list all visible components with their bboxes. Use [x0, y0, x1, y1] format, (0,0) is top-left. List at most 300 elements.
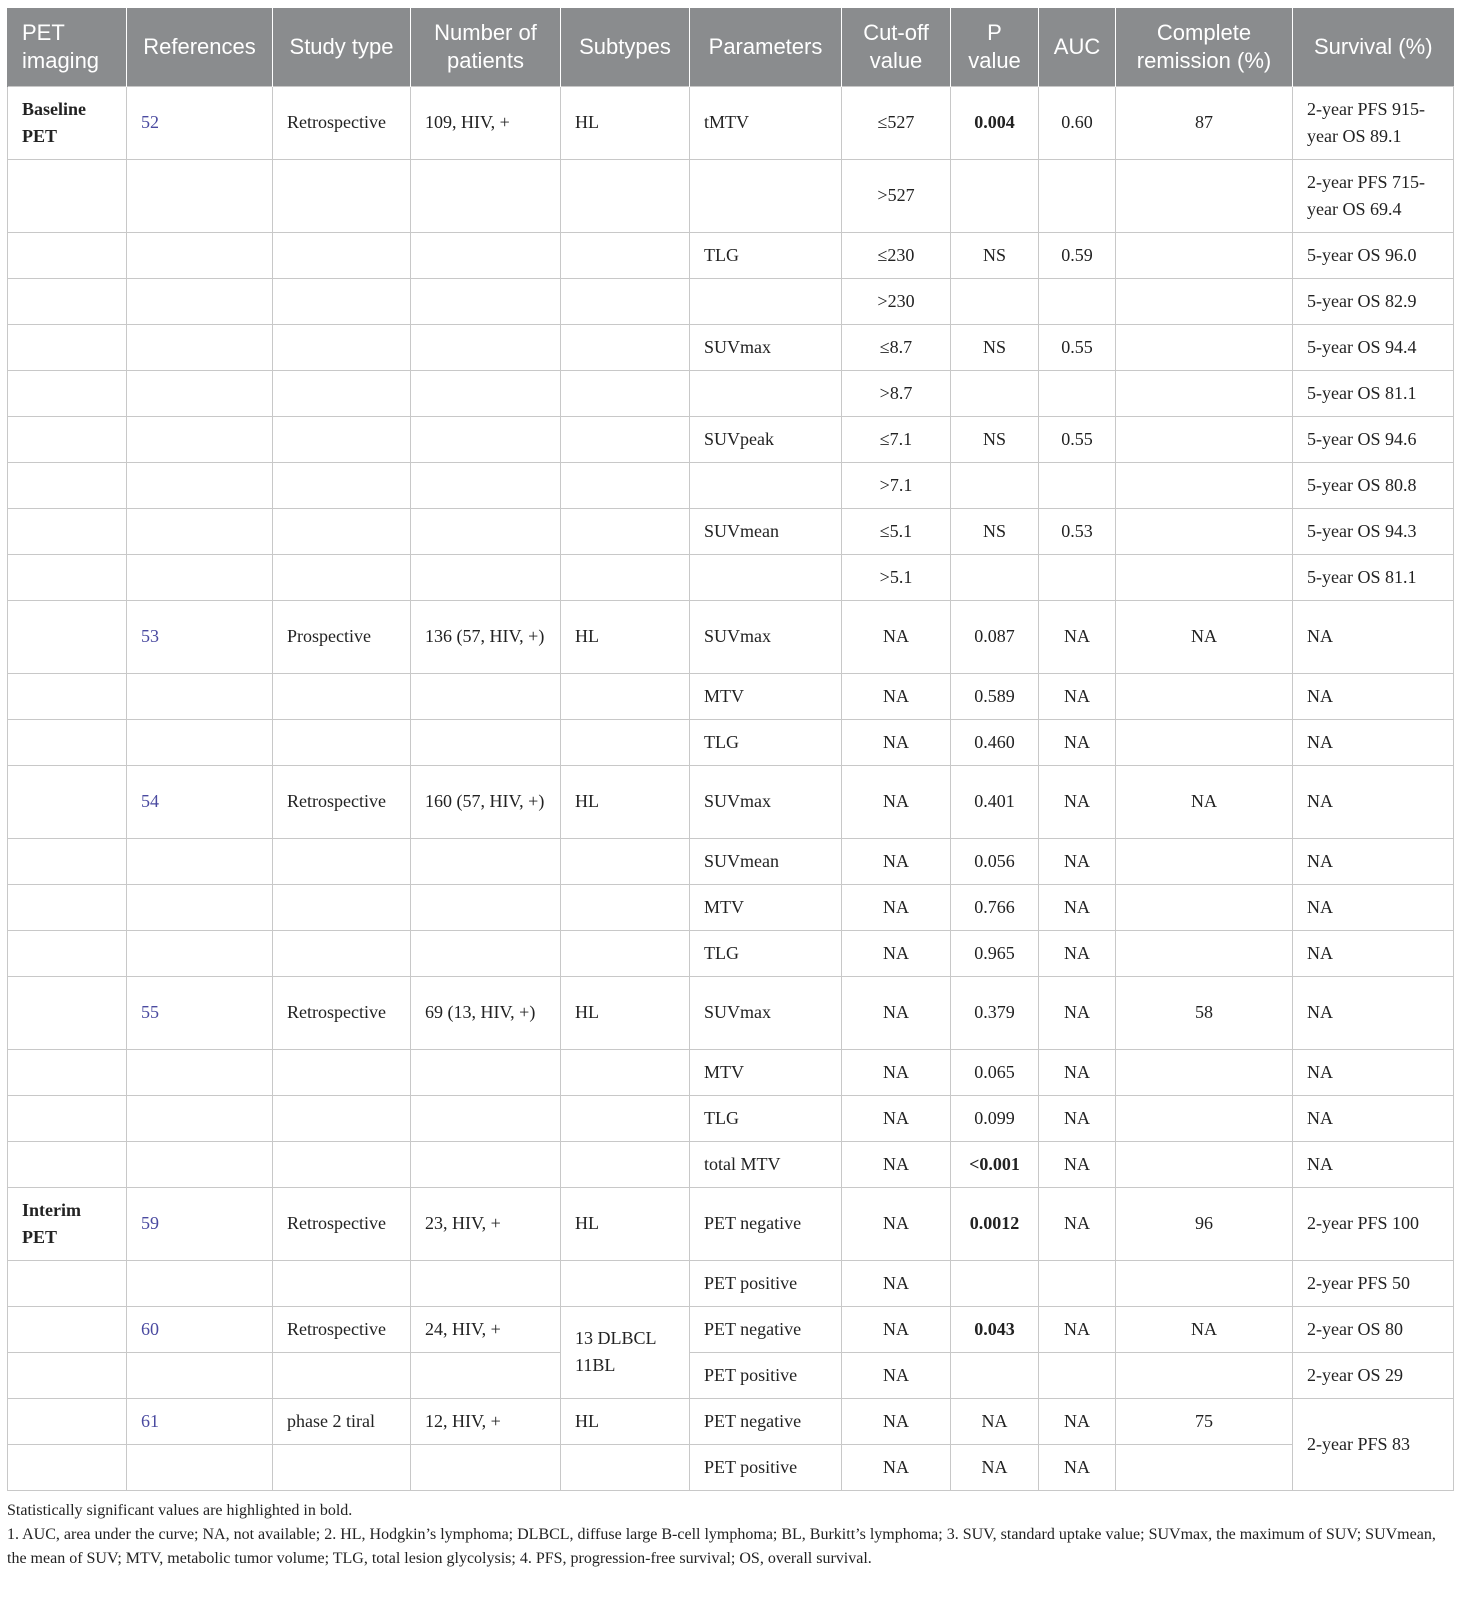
cell-text: 75	[1195, 1410, 1213, 1431]
table-cell	[411, 1187, 561, 1260]
table-cell	[8, 1141, 127, 1187]
table-cell	[561, 884, 690, 930]
table-cell	[411, 673, 561, 719]
cell-text: 61	[141, 1410, 159, 1431]
column-header: Study type	[273, 8, 411, 86]
table-cell	[561, 976, 690, 1049]
table-cell	[273, 765, 411, 838]
pet-imaging-table	[7, 8, 1454, 1491]
cell-text: NA	[883, 685, 909, 706]
table-cell	[411, 1095, 561, 1141]
cell-text: SUVmean	[704, 850, 779, 871]
table-cell	[1039, 719, 1116, 765]
table-cell	[1039, 884, 1116, 930]
table-cell	[273, 554, 411, 600]
reference-link[interactable]	[127, 600, 273, 673]
table-cell	[561, 838, 690, 884]
table-cell	[690, 765, 842, 838]
cell-text: NS	[982, 336, 1006, 357]
table-cell	[561, 673, 690, 719]
table-cell	[1116, 416, 1293, 462]
table-cell	[842, 278, 951, 324]
column-header: Cut-off value	[842, 8, 951, 86]
table-cell	[8, 838, 127, 884]
cell-text: tMTV	[704, 112, 749, 132]
table-cell	[842, 1352, 951, 1398]
cell-text: 0.460	[974, 731, 1015, 752]
table-row	[8, 1306, 1454, 1352]
table-cell	[561, 1141, 690, 1187]
table-row	[8, 554, 1454, 600]
table-cell	[690, 324, 842, 370]
table-cell	[8, 1095, 127, 1141]
table-cell	[561, 930, 690, 976]
table-cell	[842, 719, 951, 765]
table-cell	[273, 1398, 411, 1444]
table-cell	[1116, 370, 1293, 416]
table-cell	[842, 1095, 951, 1141]
cell-text: 5-year OS 94.4	[1307, 336, 1417, 357]
table-cell	[951, 1095, 1039, 1141]
cell-text: phase 2 tiral	[287, 1410, 375, 1431]
table-cell	[561, 600, 690, 673]
table-row	[8, 462, 1454, 508]
reference-link[interactable]	[127, 1187, 273, 1260]
table-cell	[842, 1260, 951, 1306]
table-cell	[842, 159, 951, 232]
table-cell	[561, 554, 690, 600]
table-cell	[951, 1260, 1039, 1306]
table-row	[8, 232, 1454, 278]
table-cell	[842, 1141, 951, 1187]
cell-text: HL	[575, 1213, 599, 1233]
table-cell	[411, 159, 561, 232]
cell-text: NA	[1064, 1061, 1090, 1082]
table-cell	[1039, 370, 1116, 416]
table-cell	[1293, 1141, 1454, 1187]
table-cell	[127, 1444, 273, 1490]
table-cell	[411, 1260, 561, 1306]
table-cell	[1116, 976, 1293, 1049]
cell-text: SUVmax	[704, 336, 771, 357]
table-cell	[127, 278, 273, 324]
table-cell	[411, 930, 561, 976]
cell-text: NA	[883, 1153, 909, 1174]
cell-text: TLG	[704, 1107, 739, 1128]
cell-text: 5-year OS 94.3	[1307, 520, 1417, 541]
table-cell	[561, 370, 690, 416]
table-cell	[690, 930, 842, 976]
table-cell	[273, 838, 411, 884]
table-cell	[561, 1398, 690, 1444]
table-cell	[690, 86, 842, 159]
table-cell	[127, 324, 273, 370]
table-cell	[127, 838, 273, 884]
cell-text: SUVmean	[704, 520, 779, 541]
table-cell	[842, 1187, 951, 1260]
table-cell	[8, 159, 127, 232]
cell-text: NA	[883, 1456, 909, 1477]
table-body	[8, 86, 1454, 1490]
table-cell	[951, 673, 1039, 719]
table-cell	[1116, 1398, 1293, 1444]
table-cell	[1039, 462, 1116, 508]
cell-text: NA	[1307, 731, 1333, 752]
table-cell	[1293, 1187, 1454, 1260]
cell-text: 2-year PFS 715-year OS 69.4	[1307, 171, 1425, 219]
table-cell	[842, 1444, 951, 1490]
table-cell	[951, 1306, 1039, 1352]
table-cell	[561, 86, 690, 159]
cell-text: NA	[883, 731, 909, 752]
table-cell	[411, 508, 561, 554]
table-cell	[1039, 416, 1116, 462]
table-container	[7, 8, 1453, 1571]
table-cell	[561, 278, 690, 324]
table-cell	[1293, 86, 1454, 159]
table-cell	[127, 673, 273, 719]
table-cell	[127, 416, 273, 462]
cell-text: SUVmax	[704, 1002, 771, 1022]
cell-text: NA	[981, 1410, 1008, 1431]
cell-text: NA	[1307, 685, 1333, 706]
cell-text: NA	[1191, 791, 1217, 811]
table-cell	[127, 554, 273, 600]
table-cell	[127, 1095, 273, 1141]
table-cell	[561, 508, 690, 554]
table-row	[8, 600, 1454, 673]
table-cell	[8, 1444, 127, 1490]
table-cell	[1039, 554, 1116, 600]
column-header: Parameters	[690, 8, 842, 86]
table-cell	[8, 719, 127, 765]
table-cell	[1293, 884, 1454, 930]
table-cell	[690, 416, 842, 462]
cell-text: NS	[982, 244, 1006, 265]
table-cell	[561, 765, 690, 838]
table-row	[8, 1187, 1454, 1260]
table-cell	[690, 976, 842, 1049]
table-cell	[951, 416, 1039, 462]
table-cell	[411, 976, 561, 1049]
table-cell	[1293, 370, 1454, 416]
table-cell	[273, 416, 411, 462]
table-cell	[690, 1260, 842, 1306]
table-cell	[1116, 719, 1293, 765]
table-cell	[1116, 1095, 1293, 1141]
table-cell	[951, 232, 1039, 278]
table-cell	[951, 719, 1039, 765]
table-cell	[411, 1444, 561, 1490]
table-cell	[411, 884, 561, 930]
table-cell	[951, 1187, 1039, 1260]
table-cell	[561, 1260, 690, 1306]
cell-text: >230	[877, 290, 915, 311]
cell-text: 0.53	[1061, 520, 1093, 541]
column-header: PET imaging	[8, 8, 127, 86]
table-cell	[951, 1398, 1039, 1444]
table-cell	[1039, 930, 1116, 976]
reference-link[interactable]	[127, 1306, 273, 1352]
table-cell	[561, 1444, 690, 1490]
table-cell	[690, 508, 842, 554]
table-cell	[411, 462, 561, 508]
cell-text: 5-year OS 81.1	[1307, 566, 1417, 587]
table-row	[8, 1095, 1454, 1141]
cell-text: 0.0012	[969, 1213, 1020, 1233]
cell-text: NA	[1307, 1153, 1333, 1174]
table-cell	[1039, 1141, 1116, 1187]
table-cell	[127, 462, 273, 508]
table-cell	[1293, 278, 1454, 324]
table-cell	[690, 1352, 842, 1398]
table-cell	[1116, 884, 1293, 930]
table-cell	[273, 673, 411, 719]
table-row	[8, 930, 1454, 976]
table-row	[8, 1260, 1454, 1306]
table-cell	[411, 324, 561, 370]
cell-text: MTV	[704, 685, 744, 706]
table-cell	[411, 86, 561, 159]
table-cell	[951, 159, 1039, 232]
column-header: AUC	[1039, 8, 1116, 86]
table-cell	[842, 884, 951, 930]
cell-text: NA	[1064, 1456, 1090, 1477]
cell-text: 5-year OS 81.1	[1307, 382, 1417, 403]
table-row	[8, 370, 1454, 416]
table-cell	[1293, 1306, 1454, 1352]
cell-text: NS	[982, 428, 1006, 449]
cell-text: 69 (13, HIV, +)	[425, 1002, 536, 1022]
reference-link[interactable]	[127, 765, 273, 838]
cell-text: SUVmax	[704, 791, 771, 811]
table-cell	[1116, 838, 1293, 884]
table-cell	[127, 1141, 273, 1187]
table-cell	[411, 1398, 561, 1444]
table-cell	[1293, 508, 1454, 554]
table-cell	[273, 1049, 411, 1095]
cell-text: 52	[141, 112, 159, 132]
table-cell	[411, 416, 561, 462]
cell-text: HL	[575, 626, 599, 646]
table-cell	[411, 232, 561, 278]
cell-text: 0.379	[974, 1002, 1015, 1022]
table-cell	[8, 278, 127, 324]
table-cell	[690, 673, 842, 719]
table-cell	[690, 719, 842, 765]
column-header: P value	[951, 8, 1039, 86]
table-cell	[842, 600, 951, 673]
table-cell	[1293, 1095, 1454, 1141]
table-cell	[1116, 232, 1293, 278]
table-row	[8, 1352, 1454, 1398]
table-cell	[1116, 324, 1293, 370]
cell-text: >527	[877, 185, 915, 205]
table-row	[8, 884, 1454, 930]
table-cell	[273, 1444, 411, 1490]
table-cell	[1293, 719, 1454, 765]
table-cell	[127, 1049, 273, 1095]
table-cell	[411, 838, 561, 884]
table-cell	[1116, 930, 1293, 976]
table-cell	[127, 930, 273, 976]
table-cell	[1039, 324, 1116, 370]
table-cell	[951, 1352, 1039, 1398]
reference-link[interactable]	[127, 1398, 273, 1444]
reference-link[interactable]	[127, 86, 273, 159]
cell-text: 2-year PFS 915-year OS 89.1	[1307, 98, 1425, 146]
table-cell	[8, 1398, 127, 1444]
cell-text: 109, HIV, +	[425, 112, 510, 132]
table-cell	[951, 1141, 1039, 1187]
table-cell	[1116, 1444, 1293, 1490]
table-cell	[8, 930, 127, 976]
table-cell	[411, 554, 561, 600]
table-cell	[690, 1095, 842, 1141]
cell-text: PET negative	[704, 1213, 802, 1233]
cell-text: 5-year OS 80.8	[1307, 474, 1417, 495]
table-cell	[8, 1260, 127, 1306]
table-cell	[8, 765, 127, 838]
cell-text: 2-year OS 29	[1307, 1364, 1403, 1385]
table-cell	[951, 554, 1039, 600]
cell-text: NA	[1064, 896, 1090, 917]
table-cell	[8, 86, 127, 159]
cell-text: PET negative	[704, 1410, 802, 1431]
table-cell	[951, 838, 1039, 884]
table-cell	[951, 370, 1039, 416]
table-cell	[690, 159, 842, 232]
table-cell	[1116, 1049, 1293, 1095]
cell-text: >8.7	[879, 382, 913, 403]
cell-text: 87	[1195, 112, 1213, 132]
table-row	[8, 719, 1454, 765]
cell-text: ≤8.7	[879, 336, 913, 357]
table-cell	[842, 462, 951, 508]
cell-text: NA	[1307, 850, 1333, 871]
table-cell	[273, 884, 411, 930]
table-cell	[273, 278, 411, 324]
table-cell	[273, 600, 411, 673]
table-cell	[273, 1141, 411, 1187]
table-cell	[1039, 1260, 1116, 1306]
table-cell	[561, 1049, 690, 1095]
cell-text: 24, HIV, +	[425, 1318, 501, 1339]
table-cell	[273, 930, 411, 976]
cell-text: NA	[1064, 626, 1090, 646]
table-row	[8, 278, 1454, 324]
cell-text: SUVpeak	[704, 428, 774, 449]
cell-text: PET positive	[704, 1456, 798, 1477]
table-cell	[951, 1444, 1039, 1490]
table-cell	[1116, 1306, 1293, 1352]
table-cell	[1039, 508, 1116, 554]
table-cell	[690, 1141, 842, 1187]
table-cell	[1116, 765, 1293, 838]
table-cell	[8, 232, 127, 278]
cell-text: 23, HIV, +	[425, 1213, 501, 1233]
cell-text: 160 (57, HIV, +)	[425, 791, 545, 811]
cell-text: HL	[575, 1002, 599, 1022]
cell-text: NA	[883, 896, 909, 917]
table-cell	[842, 1306, 951, 1352]
table-cell	[951, 324, 1039, 370]
cell-text: TLG	[704, 942, 739, 963]
cell-text: Retrospective	[287, 112, 386, 132]
table-cell	[951, 884, 1039, 930]
cell-text: NA	[1307, 1107, 1333, 1128]
table-cell	[1293, 1398, 1454, 1490]
table-cell	[1293, 1260, 1454, 1306]
table-cell	[1039, 1444, 1116, 1490]
table-cell	[1116, 673, 1293, 719]
cell-text: 0.087	[974, 626, 1015, 646]
cell-text: NA	[1064, 1318, 1090, 1339]
cell-text: 2-year PFS 100	[1307, 1213, 1419, 1233]
cell-text: ≤7.1	[879, 428, 913, 449]
table-cell	[1039, 673, 1116, 719]
table-cell	[690, 1049, 842, 1095]
cell-text: 136 (57, HIV, +)	[425, 626, 545, 646]
table-cell	[1039, 600, 1116, 673]
table-cell	[690, 1306, 842, 1352]
table-cell	[1293, 324, 1454, 370]
cell-text: NA	[883, 850, 909, 871]
table-cell	[1039, 1398, 1116, 1444]
reference-link[interactable]	[127, 976, 273, 1049]
table-cell	[1293, 838, 1454, 884]
table-header-row	[8, 8, 1454, 86]
table-cell	[561, 1187, 690, 1260]
table-cell	[273, 976, 411, 1049]
table-cell	[842, 765, 951, 838]
table-cell	[690, 884, 842, 930]
table-cell	[842, 1398, 951, 1444]
cell-text: 12, HIV, +	[425, 1410, 501, 1431]
table-cell	[1039, 1049, 1116, 1095]
table-cell	[1293, 930, 1454, 976]
cell-text: NA	[883, 1410, 909, 1431]
table-cell	[273, 508, 411, 554]
cell-text: NA	[1064, 850, 1090, 871]
footnote-significance: Statistically significant values are highlighted in bold.	[7, 1501, 353, 1519]
table-cell	[951, 600, 1039, 673]
cell-text: >7.1	[879, 474, 913, 495]
cell-text: 53	[141, 626, 159, 646]
table-cell	[561, 416, 690, 462]
cell-text: 0.099	[974, 1107, 1015, 1128]
cell-text: TLG	[704, 244, 739, 265]
table-cell	[690, 462, 842, 508]
cell-text: NA	[883, 1061, 909, 1082]
column-header: References	[127, 8, 273, 86]
table-cell	[8, 1187, 127, 1260]
cell-text: NS	[982, 520, 1006, 541]
table-cell	[690, 600, 842, 673]
cell-text: HL	[575, 791, 599, 811]
cell-text: total MTV	[704, 1153, 781, 1174]
table-row	[8, 1398, 1454, 1444]
cell-text: Interim PET	[22, 1199, 81, 1247]
table-cell	[951, 930, 1039, 976]
cell-text: 5-year OS 96.0	[1307, 244, 1417, 265]
table-cell	[690, 1187, 842, 1260]
cell-text: NA	[1307, 1002, 1333, 1022]
table-cell	[951, 278, 1039, 324]
table-cell	[8, 416, 127, 462]
table-cell	[8, 1049, 127, 1095]
table-cell	[690, 554, 842, 600]
